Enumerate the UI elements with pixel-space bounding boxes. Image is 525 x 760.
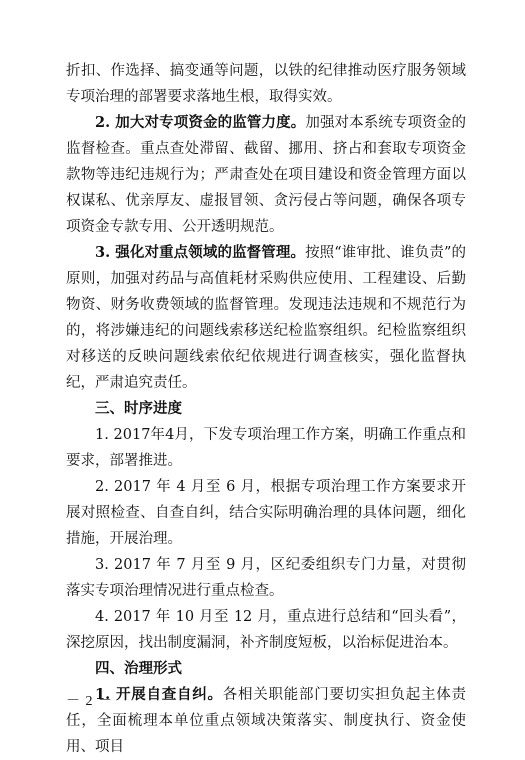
schedule-item: 1. 2017年4月，下发专项治理工作方案，明确工作重点和要求，部署推进。 — [66, 427, 466, 469]
schedule-item: 3. 2017 年 7 月至 9 月，区纪委组织专门力量，对贯彻落实专项治理情况进行重点检查。 — [66, 557, 466, 599]
paragraph-lead: 1. 开展自查自纠。 — [95, 686, 223, 703]
paragraph-key-areas — [66, 240, 466, 396]
paragraph-body: 按照“谁审批、谁负责”的原则，加强对药品与高值耗材采购供应使用、工程建设、后勤物资、财务收费领域的监督管理。发现违法违规和不规范行为的，将涉嫌违纪的问题线索移送纪检监察组织。纪检监察组织对移送的反映问题线索依纪依规进行调查核实，强化监督执纪，严肃追究责任。 — [66, 245, 466, 391]
section-heading-schedule: 三、时序进度 — [95, 400, 182, 417]
paragraph-lead: 2. 加大对专项资金的监管力度。 — [95, 114, 306, 131]
paragraph-self-inspection — [66, 682, 466, 760]
schedule-item: 2. 2017 年 4 月至 6 月，根据专项治理工作方案要求开展对照检查、自查自纠，结合实际明确治理的具体问题，细化措施，开展治理。 — [66, 479, 466, 547]
document-body — [66, 58, 466, 760]
paragraph-continued: 折扣、作选择、搞变通等问题，以铁的纪律推动医疗服务领域专项治理的部署要求落地生根，取得实效。 — [66, 63, 466, 105]
schedule-item: 4. 2017 年 10 月至 12 月，重点进行总结和“回头看”，深挖原因，找出制度漏洞，补齐制度短板，以治标促进治本。 — [66, 609, 466, 651]
paragraph-lead: 3. 强化对重点领域的监督管理。 — [95, 244, 306, 261]
section-heading-forms: 四、治理形式 — [95, 660, 182, 677]
paragraph-body: 各相关职能部门要切实担负起主体责任，全面梳理本单位重点领域决策落实、制度执行、资金使用、项目 — [66, 687, 467, 755]
page-number: － 2 － — [66, 694, 113, 709]
paragraph-special-funds — [66, 110, 466, 240]
paragraph-body: 加强对本系统专项资金的监督检查。重点查处滞留、截留、挪用、挤占和套取专项资金款物等违纪违规行为；严肃查处在项目建设和资金管理方面以权谋私、优亲厚友、虚报冒领、贪污侵占等问题，确保各项专项资金专款专用、公开透明规范。 — [66, 115, 466, 235]
